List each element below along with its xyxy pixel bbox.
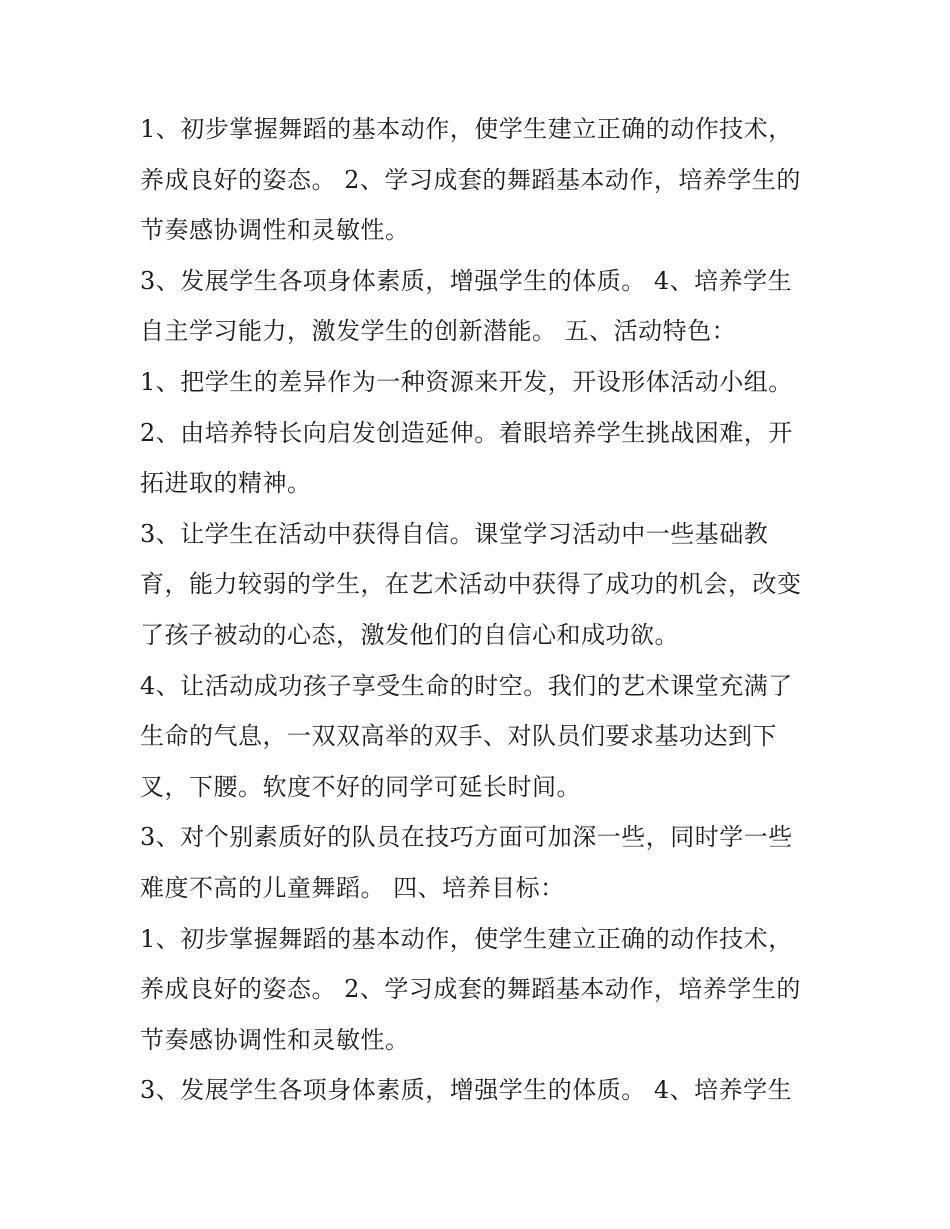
text-line: 3、发展学生各项身体素质，增强学生的体质。 4、培养学生 xyxy=(140,266,793,295)
text-line: 难度不高的儿童舞蹈。 四、培养目标： xyxy=(140,873,565,902)
text-line: 生命的气息，一双双高举的双手、对队员们要求基功达到下 xyxy=(140,722,777,751)
text-line: 1、初步掌握舞蹈的基本动作，使学生建立正确的动作技术， xyxy=(140,924,793,953)
text-line: 拓进取的精神。 xyxy=(140,469,312,498)
text-line: 自主学习能力，激发学生的创新潜能。 五、活动特色： xyxy=(140,317,737,346)
text-line: 育，能力较弱的学生，在艺术活动中获得了成功的机会，改变 xyxy=(140,570,802,599)
text-line: 3、对个别素质好的队员在技巧方面可加深一些，同时学一些 xyxy=(140,823,793,852)
text-line: 节奏感协调性和灵敏性。 xyxy=(140,216,410,245)
text-line: 节奏感协调性和灵敏性。 xyxy=(140,1025,410,1054)
text-line: 1、初步掌握舞蹈的基本动作，使学生建立正确的动作技术， xyxy=(140,115,793,143)
document-body xyxy=(140,104,840,1116)
text-line: 叉，下腰。软度不好的同学可延长时间。 xyxy=(140,772,581,801)
text-line: 了孩子被动的心态，激发他们的自信心和成功欲。 xyxy=(140,620,679,649)
text-line: 2、由培养特长向启发创造延伸。着眼培养学生挑战困难，开 xyxy=(140,418,793,447)
text-line: 养成良好的姿态。 2、学习成套的舞蹈基本动作，培养学生的 xyxy=(140,975,801,1004)
text-line: 养成良好的姿态。 2、学习成套的舞蹈基本动作，培养学生的 xyxy=(140,165,801,194)
text-line: 4、让活动成功孩子享受生命的时空。我们的艺术课堂充满了 xyxy=(140,671,793,700)
text-line: 3、发展学生各项身体素质，增强学生的体质。 4、培养学生 xyxy=(140,1076,793,1105)
text-line: 3、让学生在活动中获得自信。课堂学习活动中一些基础教 xyxy=(140,519,769,548)
text-line: 1、把学生的差异作为一种资源来开发，开设形体活动小组。 xyxy=(140,367,793,396)
